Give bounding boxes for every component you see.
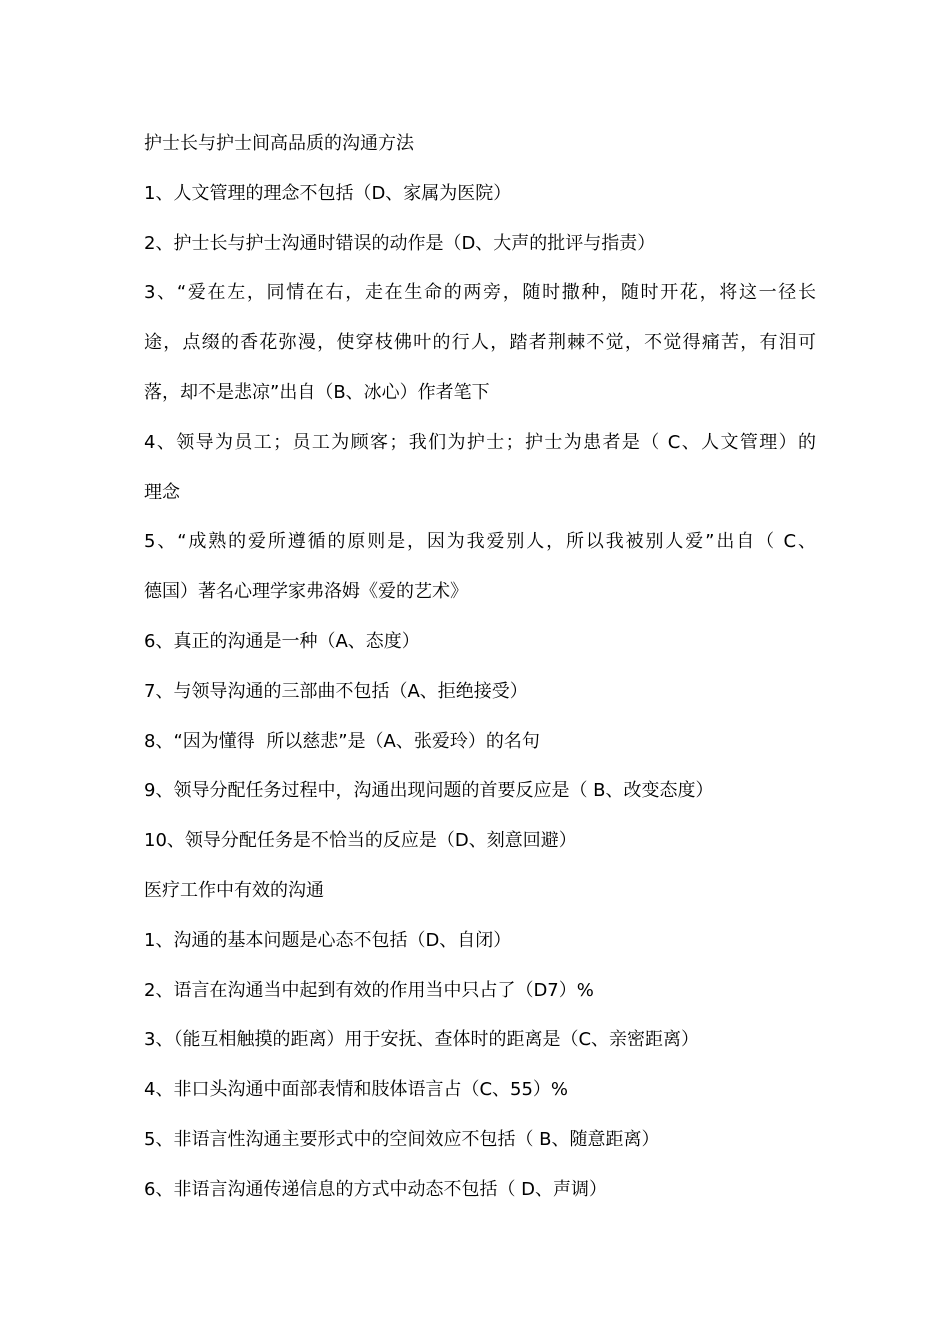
question-line-continued: 落，却不是悲凉”出自（B、冰心）作者笔下 [144,381,490,403]
question-line: 1、人文管理的理念不包括（D、家属为医院） [144,182,512,204]
question-line: 4、非口头沟通中面部表情和肢体语言占（C、55）% [144,1079,569,1101]
question-line: 9、领导分配任务过程中，沟通出现问题的首要反应是（ B、改变态度） [144,780,714,802]
question-line-continued: 途，点缀的香花弥漫，使穿枝佛叶的行人，踏者荆棘不觉，不觉得痛苦，有泪可 [144,332,816,354]
question-line: 5、“成熟的爱所遵循的原则是，因为我爱别人，所以我被别人爱”出自（ C、 [144,531,816,553]
section-heading: 医疗工作中有效的沟通 [144,879,324,901]
question-line: 1、沟通的基本问题是心态不包括（D、自闭） [144,929,512,951]
section-heading: 护士长与护士间高品质的沟通方法 [144,133,414,154]
question-line: 6、真正的沟通是一种（A、态度） [144,630,420,652]
question-line: 3、“爱在左，同情在右，走在生命的两旁，随时撒种，随时开花，将这一径长 [144,282,816,304]
question-line: 6、非语言沟通传递信息的方式中动态不包括（ D、声调） [144,1178,608,1200]
question-line: 4、领导为员工；员工为顾客；我们为护士；护士为患者是（ C、人文管理）的 [144,431,816,453]
question-line: 2、语言在沟通当中起到有效的作用当中只占了（D7）% [144,979,594,1001]
question-line-continued: 理念 [144,481,180,503]
document-body [144,119,816,1215]
question-line: 7、与领导沟通的三部曲不包括（A、拒绝接受） [144,680,528,702]
question-line-continued: 德国）著名心理学家弗洛姆《爱的艺术》 [144,581,468,603]
question-line: 8、“因为懂得 所以慈悲”是（A、张爱玲）的名句 [144,730,540,752]
question-line: 3、（能互相触摸的距离）用于安抚、查体时的距离是（C、亲密距离） [144,1029,700,1051]
question-line: 2、护士长与护士沟通时错误的动作是（D、大声的批评与指责） [144,232,656,254]
question-line: 5、非语言性沟通主要形式中的空间效应不包括（ B、随意距离） [144,1128,660,1150]
question-line: 10、领导分配任务是不恰当的反应是（D、刻意回避） [144,830,577,852]
